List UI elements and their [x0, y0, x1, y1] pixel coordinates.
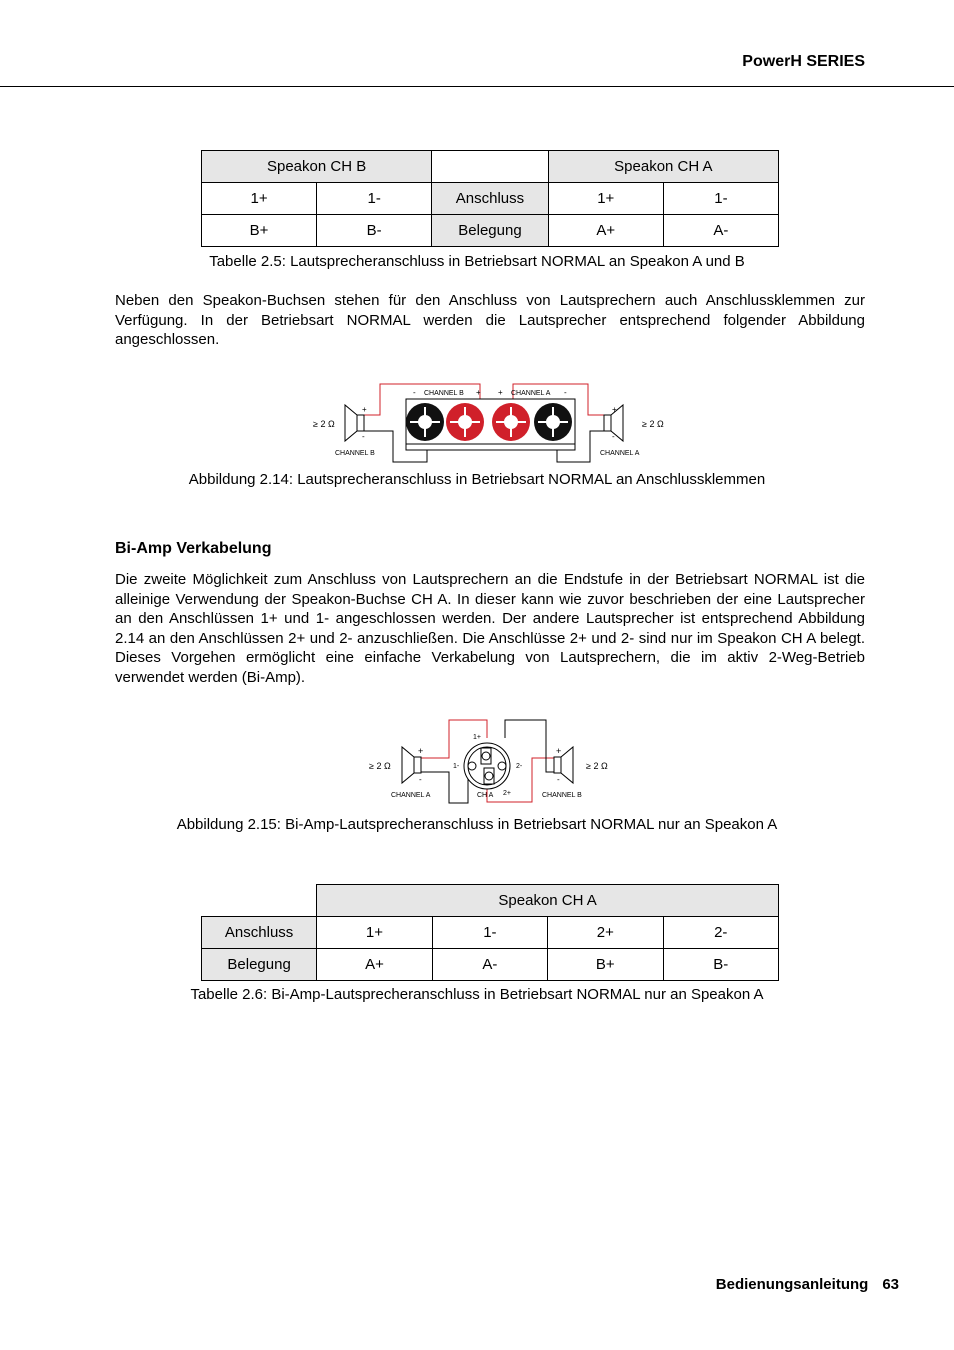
- fig2-caption: Abbildung 2.15: Bi-Amp-Lautsprecheranschluss in Betriebsart NORMAL nur an Speakon A: [176, 816, 778, 833]
- fig1-left-minus: -: [362, 432, 365, 441]
- table2-cell: B+: [548, 949, 663, 981]
- table1-caption: Tabelle 2.5: Lautsprecheranschluss in Betriebsart NORMAL an Speakon A und B: [209, 253, 745, 270]
- table1-cell: A+: [548, 215, 663, 247]
- table1-cell: 1+: [202, 183, 317, 215]
- table1-row-label: Anschluss: [432, 183, 549, 215]
- table2-cell: 1-: [432, 917, 547, 949]
- speakon-connector-icon: [464, 743, 510, 789]
- table2-row-label: Anschluss: [202, 917, 317, 949]
- table2-cell: 1+: [317, 917, 432, 949]
- table2-cell: 2+: [548, 917, 663, 949]
- table2-cell: B-: [663, 949, 778, 981]
- fig2-speakon-label: CH A: [477, 792, 494, 799]
- fig1-terminal-plus: +: [476, 388, 481, 397]
- fig1-caption: Abbildung 2.14: Lautsprecheranschluss in Betriebsart NORMAL an Anschlussklemmen: [188, 471, 766, 488]
- table2-cell: A+: [317, 949, 432, 981]
- fig2-left-minus: -: [419, 775, 422, 784]
- section-title: Bi-Amp Verkabelung: [115, 540, 272, 557]
- table2-header-ch-a: Speakon CH A: [317, 885, 779, 917]
- table1-cell: 1+: [548, 183, 663, 215]
- fig1-right-plus: +: [612, 405, 617, 414]
- table-speakon-a-b: [201, 150, 779, 247]
- fig2-pin-2-plus: 2+: [503, 790, 511, 797]
- fig2-left-impedance: ≥ 2 Ω: [369, 761, 391, 771]
- footer: [702, 1276, 899, 1293]
- table1-cell: 1-: [663, 183, 778, 215]
- fig2-right-plus: +: [556, 746, 562, 756]
- fig2-right-channel: CHANNEL B: [542, 792, 582, 799]
- figure-terminal-wiring: [305, 378, 675, 466]
- fig1-right-channel: CHANNEL A: [600, 450, 640, 457]
- fig1-channel-a-terminal: CHANNEL A: [511, 390, 551, 397]
- figure-biamp-wiring: [360, 716, 620, 808]
- fig2-right-impedance: ≥ 2 Ω: [586, 761, 608, 771]
- fig2-pin-2-minus: 2-: [516, 763, 523, 770]
- header-rule: [0, 86, 954, 87]
- table1-cell: B-: [317, 215, 432, 247]
- fig1-left-impedance: ≥ 2 Ω: [313, 419, 335, 429]
- footer-label: Bedienungsanleitung: [715, 1276, 869, 1293]
- header-title: PowerH SERIES: [742, 53, 865, 70]
- fig1-terminal-minus: -: [413, 388, 416, 397]
- fig1-left-plus: +: [362, 405, 367, 414]
- fig1-right-minus: -: [612, 432, 615, 441]
- fig1-right-impedance: ≥ 2 Ω: [642, 419, 664, 429]
- table1-row-label: Belegung: [432, 215, 549, 247]
- fig2-pin-1-plus: 1+: [473, 734, 481, 741]
- fig2-left-channel: CHANNEL A: [391, 792, 431, 799]
- table2-caption: Tabelle 2.6: Bi-Amp-Lautsprecheranschluss in Betriebsart NORMAL nur an Speakon A: [190, 986, 764, 1003]
- fig1-left-channel: CHANNEL B: [335, 450, 375, 457]
- fig2-right-minus: -: [557, 775, 560, 784]
- table1-cell: A-: [663, 215, 778, 247]
- fig2-left-plus: +: [418, 746, 424, 756]
- table1-header-ch-b: Speakon CH B: [202, 151, 432, 183]
- table2-cell: A-: [432, 949, 547, 981]
- fig2-pin-1-minus: 1-: [453, 763, 460, 770]
- table1-cell: 1-: [317, 183, 432, 215]
- paragraph-terminals: Neben den Speakon-Buchsen stehen für den Anschluss von Lautsprechern auch Anschlussklemmen zur Verfügung. In der Betriebsart NORMAL werden die Lautsprecher entsprechend folgender Abbildung angeschlossen.: [115, 292, 865, 348]
- page-number: 63: [882, 1276, 899, 1293]
- table-biamp: [201, 884, 779, 981]
- fig1-channel-b-terminal: CHANNEL B: [424, 390, 464, 397]
- table1-cell: B+: [202, 215, 317, 247]
- table1-header-ch-a: Speakon CH A: [548, 151, 778, 183]
- paragraph-biamp: Die zweite Möglichkeit zum Anschluss von Lautsprechern an die Endstufe in der Betriebsart NORMAL ist die alleinige Verwendung der Speakon-Buchse CH A. In dieser kann wie zuvor beschrieben der eine Lautsprecher an den Anschlüssen 1+ und 1- angeschlossen werden. Der andere Lautsprecher ist entsprechend Abbildung 2.14 an den Anschlüssen 2+ und 2- anzuschließen. Die Anschlüsse 2+ und 2- sind nur im Speakon CH A belegt. Dieses Vorgehen ermöglicht eine einfache Verkabelung von Lautsprechern, die im aktiv 2-Weg-Betrieb verwendet werden (Bi-Amp).: [115, 571, 865, 686]
- table2-row-label: Belegung: [202, 949, 317, 981]
- fig1-terminal-minus: -: [564, 388, 567, 397]
- fig1-terminal-plus: +: [498, 388, 503, 397]
- table2-cell: 2-: [663, 917, 778, 949]
